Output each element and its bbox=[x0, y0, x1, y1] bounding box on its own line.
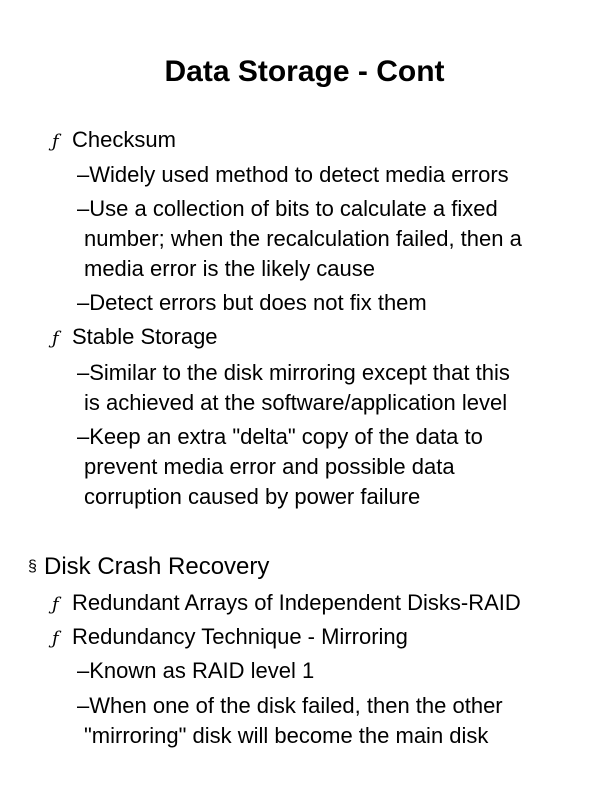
bullet-text: Stable Storage bbox=[72, 324, 218, 349]
level2-bullet-icon: ƒ bbox=[52, 628, 59, 649]
bullet-stable-storage bbox=[52, 322, 218, 354]
sub-bullet-text: Use a collection of bits to calculate a fixed bbox=[89, 196, 498, 221]
sub-bullet-continuation: corruption caused by power failure bbox=[84, 484, 421, 509]
sub-bullet-continuation: media error is the likely cause bbox=[84, 256, 376, 281]
bullet-raid bbox=[52, 588, 521, 620]
sub-bullet-stable-2 bbox=[77, 422, 483, 452]
bullet-text: Checksum bbox=[72, 127, 176, 152]
sub-bullet-continuation: is achieved at the software/application level bbox=[84, 390, 508, 415]
level2-bullet-icon: ƒ bbox=[52, 131, 59, 152]
sub-bullet-text: Detect errors but does not fix them bbox=[89, 290, 427, 315]
sub-bullet-text: Widely used method to detect media errors bbox=[89, 162, 509, 187]
bullet-redundancy bbox=[52, 622, 408, 654]
sub-bullet-text: Known as RAID level 1 bbox=[89, 658, 315, 683]
level1-bullet-icon: § bbox=[28, 558, 37, 575]
bullet-text: Disk Crash Recovery bbox=[44, 553, 270, 580]
sub-bullet-text: Keep an extra "delta" copy of the data to bbox=[89, 424, 483, 449]
sub-bullet-redundancy-2 bbox=[77, 691, 503, 721]
dash-icon: – bbox=[77, 658, 90, 683]
level2-bullet-icon: ƒ bbox=[52, 328, 59, 349]
sub-bullet-continuation: prevent media error and possible data bbox=[84, 454, 455, 479]
dash-icon: – bbox=[77, 424, 90, 449]
bullet-disk-crash-recovery bbox=[28, 552, 269, 582]
bullet-checksum bbox=[52, 125, 176, 157]
sub-bullet-checksum-3 bbox=[77, 288, 427, 318]
sub-bullet-redundancy-1 bbox=[77, 656, 314, 686]
dash-icon: – bbox=[77, 196, 90, 221]
sub-bullet-text: Similar to the disk mirroring except that this bbox=[89, 360, 510, 385]
sub-bullet-checksum-2 bbox=[77, 194, 498, 224]
sub-bullet-continuation: number; when the recalculation failed, then a bbox=[84, 226, 522, 251]
slide-title: Data Storage - Cont bbox=[164, 55, 445, 88]
level2-bullet-icon: ƒ bbox=[52, 594, 59, 615]
sub-bullet-continuation: "mirroring" disk will become the main disk bbox=[84, 723, 489, 748]
dash-icon: – bbox=[77, 693, 90, 718]
dash-icon: – bbox=[77, 162, 90, 187]
sub-bullet-text: When one of the disk failed, then the other bbox=[89, 693, 503, 718]
dash-icon: – bbox=[77, 290, 90, 315]
dash-icon: – bbox=[77, 360, 90, 385]
bullet-text: Redundancy Technique - Mirroring bbox=[72, 624, 408, 649]
sub-bullet-stable-1 bbox=[77, 358, 510, 388]
sub-bullet-checksum-1 bbox=[77, 160, 509, 190]
bullet-text: Redundant Arrays of Independent Disks-RAID bbox=[72, 590, 521, 615]
